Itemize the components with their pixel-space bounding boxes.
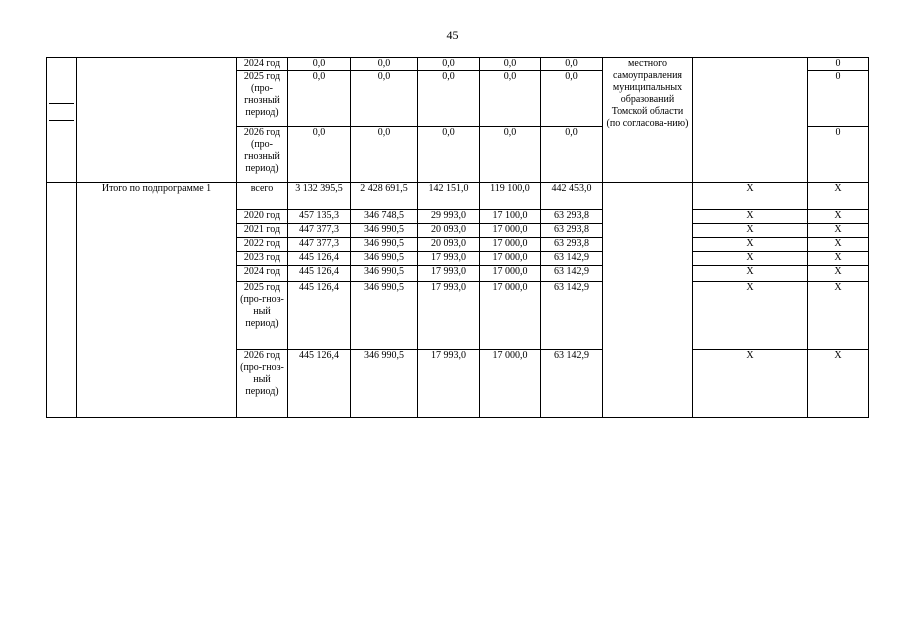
x-cell: X [693,282,808,350]
value-cell: 445 126,4 [288,266,351,282]
value-cell: 63 293,8 [541,224,603,238]
value-cell: 346 990,5 [351,350,418,418]
value-cell: 2 428 691,5 [351,183,418,210]
value-cell: 29 993,0 [418,210,480,224]
table-row [47,183,869,210]
value-cell: 346 990,5 [351,252,418,266]
period-cell: 2026 год (про-гноз-ный период) [237,350,288,418]
value-cell: 119 100,0 [480,183,541,210]
indicator-cell: 0 [808,58,869,71]
x-cell: X [808,224,869,238]
value-cell: 0,0 [351,58,418,71]
indicator-cell: 0 [808,71,869,127]
value-cell: 17 000,0 [480,252,541,266]
value-cell: 0,0 [541,58,603,71]
value-cell: 17 993,0 [418,350,480,418]
x-cell: X [693,252,808,266]
value-cell: 447 377,3 [288,238,351,252]
value-cell: 445 126,4 [288,252,351,266]
value-cell: 445 126,4 [288,350,351,418]
value-cell: 442 453,0 [541,183,603,210]
period-cell: 2023 год [237,252,288,266]
value-cell: 17 000,0 [480,282,541,350]
value-cell: 0,0 [351,71,418,127]
value-cell: 17 000,0 [480,238,541,252]
x-cell: X [808,282,869,350]
value-cell: 17 000,0 [480,224,541,238]
value-cell: 3 132 395,5 [288,183,351,210]
value-cell: 346 990,5 [351,224,418,238]
period-cell: 2024 год [237,266,288,282]
value-cell: 17 100,0 [480,210,541,224]
x-cell: X [808,210,869,224]
subprogram-label: Итого по подпрограмме 1 [77,183,237,418]
period-cell: 2025 год (про-гнозный период) [237,71,288,127]
value-cell: 346 990,5 [351,238,418,252]
value-cell: 0,0 [541,71,603,127]
value-cell: 457 135,3 [288,210,351,224]
x-cell: X [693,224,808,238]
x-cell: X [808,183,869,210]
value-cell: 0,0 [418,58,480,71]
value-cell: 63 142,9 [541,282,603,350]
period-cell: 2020 год [237,210,288,224]
x-cell: X [693,350,808,418]
value-cell: 0,0 [480,127,541,183]
period-cell: 2022 год [237,238,288,252]
value-cell: 20 093,0 [418,238,480,252]
index-cell [47,183,77,418]
period-cell: всего [237,183,288,210]
x-cell: X [693,210,808,224]
empty-cell [77,58,237,183]
value-cell: 20 093,0 [418,224,480,238]
period-cell: 2025 год (про-гноз-ный период) [237,282,288,350]
x-cell: X [808,238,869,252]
page-number: 45 [446,28,459,42]
x-cell: X [693,266,808,282]
value-cell: 0,0 [351,127,418,183]
budget-table [46,57,869,418]
index-cell [47,58,77,183]
value-cell: 0,0 [541,127,603,183]
indicator-cell: 0 [808,127,869,183]
participant-cell: местного самоуправления муниципальных образований Томской области (по согласова-нию) [603,58,693,183]
empty-cell [693,58,808,183]
value-cell: 63 293,8 [541,238,603,252]
value-cell: 63 293,8 [541,210,603,224]
value-cell: 346 748,5 [351,210,418,224]
value-cell: 142 151,0 [418,183,480,210]
value-cell: 0,0 [418,127,480,183]
value-cell: 63 142,9 [541,350,603,418]
empty-cell [603,183,693,418]
value-cell: 0,0 [288,71,351,127]
value-cell: 17 993,0 [418,252,480,266]
value-cell: 445 126,4 [288,282,351,350]
x-cell: X [693,183,808,210]
value-cell: 17 993,0 [418,266,480,282]
value-cell: 0,0 [288,58,351,71]
value-cell: 0,0 [480,71,541,127]
value-cell: 17 000,0 [480,266,541,282]
value-cell: 447 377,3 [288,224,351,238]
value-cell: 0,0 [288,127,351,183]
value-cell: 63 142,9 [541,252,603,266]
value-cell: 0,0 [418,71,480,127]
period-cell: 2021 год [237,224,288,238]
x-cell: X [693,238,808,252]
value-cell: 17 000,0 [480,350,541,418]
table-row [47,58,869,71]
x-cell: X [808,252,869,266]
value-cell: 17 993,0 [418,282,480,350]
value-cell: 346 990,5 [351,266,418,282]
x-cell: X [808,266,869,282]
x-cell: X [808,350,869,418]
value-cell: 346 990,5 [351,282,418,350]
period-cell: 2024 год [237,58,288,71]
value-cell: 63 142,9 [541,266,603,282]
value-cell: 0,0 [480,58,541,71]
period-cell: 2026 год (про-гнозный период) [237,127,288,183]
